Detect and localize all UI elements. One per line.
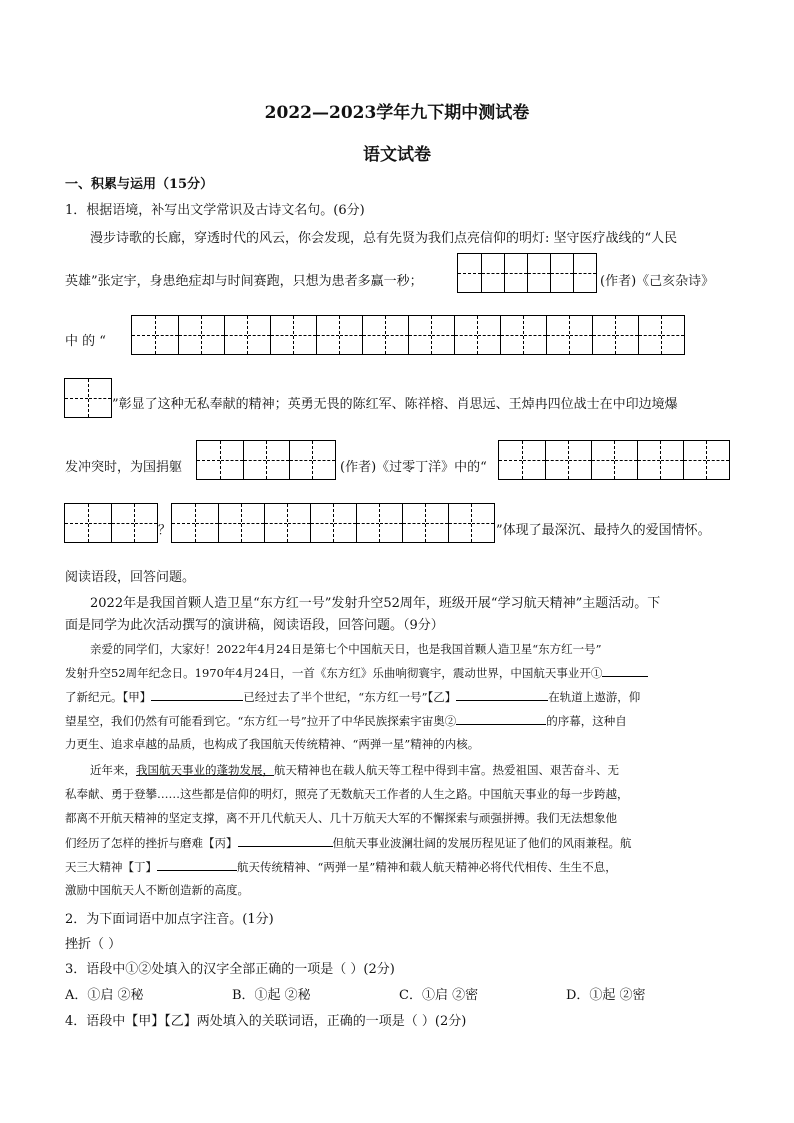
question-1-line: ”彰显了这种无私奉献的精神；英勇无畏的陈红军、陈祥榕、肖思远、王焯冉四位战士在中印边境爆 <box>112 397 678 412</box>
passage-line <box>65 834 632 851</box>
answer-blank[interactable] <box>157 858 237 871</box>
answer-blank[interactable] <box>151 688 243 701</box>
answer-grid[interactable] <box>131 315 685 355</box>
question-1-line: 中 的 “ <box>65 334 106 349</box>
passage-text: 望星空，我们仍然有可能看到它。“东方红一号”拉开了中华民族探索宇宙奥② <box>65 714 457 728</box>
passage-text: 的序幕，这种自 <box>546 714 627 728</box>
underlined-sentence: 我国航天事业的蓬勃发展， <box>136 763 274 777</box>
passage-line <box>65 688 640 705</box>
answer-grid[interactable] <box>64 378 112 418</box>
passage-text: 发射升空52周年纪念日。1970年4月24日，一首《东方红》乐曲响彻寰宇，震动世界，中国航天事业开① <box>65 666 603 680</box>
reading-intro: 阅读语段，回答问题。 <box>65 570 196 585</box>
passage-line <box>90 762 619 778</box>
answer-blank[interactable] <box>238 834 333 847</box>
question-1-line: (作者)《己亥杂诗》 <box>600 274 715 289</box>
passage-text: 已经过去了半个世纪，“东方红一号”【乙】 <box>243 690 457 704</box>
answer-grid[interactable] <box>498 440 730 480</box>
passage-text: 近年来， <box>90 763 136 777</box>
question-3-stem: 3．语段中①②处填入的汉字全部正确的一项是（ ）(2分) <box>65 962 395 977</box>
question-1-stem: 1．根据语境，补写出文学常识及古诗文名句。(6分) <box>65 203 365 218</box>
reading-paragraph: 2022年是我国首颗人造卫星“东方红一号”发射升空52周年，班级开展“学习航天精神”主题活动。下 <box>90 596 661 611</box>
question-4-stem: 4．语段中【甲】【乙】两处填入的关联词语，正确的一项是（ ）(2分) <box>65 1014 467 1029</box>
question-2-word: 挫折（ ） <box>65 937 122 952</box>
question-1-line: 漫步诗歌的长廊，穿透时代的风云，你会发现，总有先贤为我们点亮信仰的明灯: 坚守医疗战线的“人民 <box>90 231 678 246</box>
question-2-stem: 2．为下面词语中加点字注音。(1分) <box>65 912 274 927</box>
option-b[interactable]: B．①起 ②秘 <box>232 988 311 1003</box>
passage-text: 在轨道上遨游，仰 <box>548 690 641 704</box>
passage-line: 都离不开航天精神的坚定支撑，离不开几代航天人、几十万航天大军的不懈探索与顽强拼搏。我们无法想象他 <box>65 811 617 825</box>
answer-blank[interactable] <box>456 688 548 701</box>
passage-text: 了新纪元。【甲】 <box>65 690 152 704</box>
passage-line: 亲爱的同学们，大家好！2022年4月24日是第七个中国航天日，也是我国首颗人造卫星“东方红一号” <box>90 642 602 656</box>
option-d[interactable]: D．①起 ②密 <box>566 988 646 1003</box>
answer-grid[interactable] <box>171 503 495 543</box>
exam-subtitle: 语文试卷 <box>363 145 431 165</box>
question-1-line: 发冲突时，为国捐躯 <box>65 460 183 475</box>
question-1-line: (作者)《过零丁洋》中的“ <box>340 460 487 475</box>
question-mark: ？ <box>158 523 172 538</box>
section-heading: 一、积累与运用（15分） <box>65 177 214 192</box>
passage-line <box>65 664 648 681</box>
passage-line <box>65 858 617 875</box>
option-a[interactable]: A．①启 ②秘 <box>65 988 144 1003</box>
passage-line: 激励中国航天人不断创造新的高度。 <box>65 883 249 897</box>
answer-grid[interactable] <box>196 440 336 480</box>
passage-text: 天三大精神【丁】 <box>65 860 157 874</box>
passage-line: 私奉献、勇于登攀……这些都是信仰的明灯，照亮了无数航天工作者的人生之路。中国航天事业的每一步跨越， <box>65 787 629 801</box>
passage-text: 航天传统精神、“两弹一星”精神和载人航天精神必将代代相传、生生不息， <box>237 860 617 874</box>
question-1-line: ”体现了最深沉、最持久的爱国情怀。 <box>496 523 711 538</box>
option-c[interactable]: C．①启 ②密 <box>399 988 479 1003</box>
answer-grid[interactable] <box>457 253 597 293</box>
passage-text: 们经历了怎样的挫折与磨难【丙】 <box>65 836 238 850</box>
reading-paragraph: 面是同学为此次活动撰写的演讲稿，阅读语段，回答问题。（9分） <box>65 618 444 633</box>
answer-grid[interactable] <box>64 503 158 543</box>
passage-text: 航天精神也在载人航天等工程中得到丰富。热爱祖国、艰苦奋斗、无 <box>274 763 619 777</box>
passage-line: 力更生、追求卓越的品质，也构成了我国航天传统精神、“两弹一星”精神的内核。 <box>65 737 480 751</box>
answer-blank[interactable] <box>456 712 546 725</box>
passage-line <box>65 712 627 729</box>
passage-text: 但航天事业波澜壮阔的发展历程见证了他们的风雨兼程。航 <box>332 836 632 850</box>
answer-blank[interactable] <box>602 664 648 677</box>
question-1-line: 英雄”张定宇，身患绝症却与时间赛跑，只想为患者多赢一秒； <box>65 274 423 289</box>
exam-title: 2022—2023学年九下期中测试卷 <box>264 103 530 123</box>
